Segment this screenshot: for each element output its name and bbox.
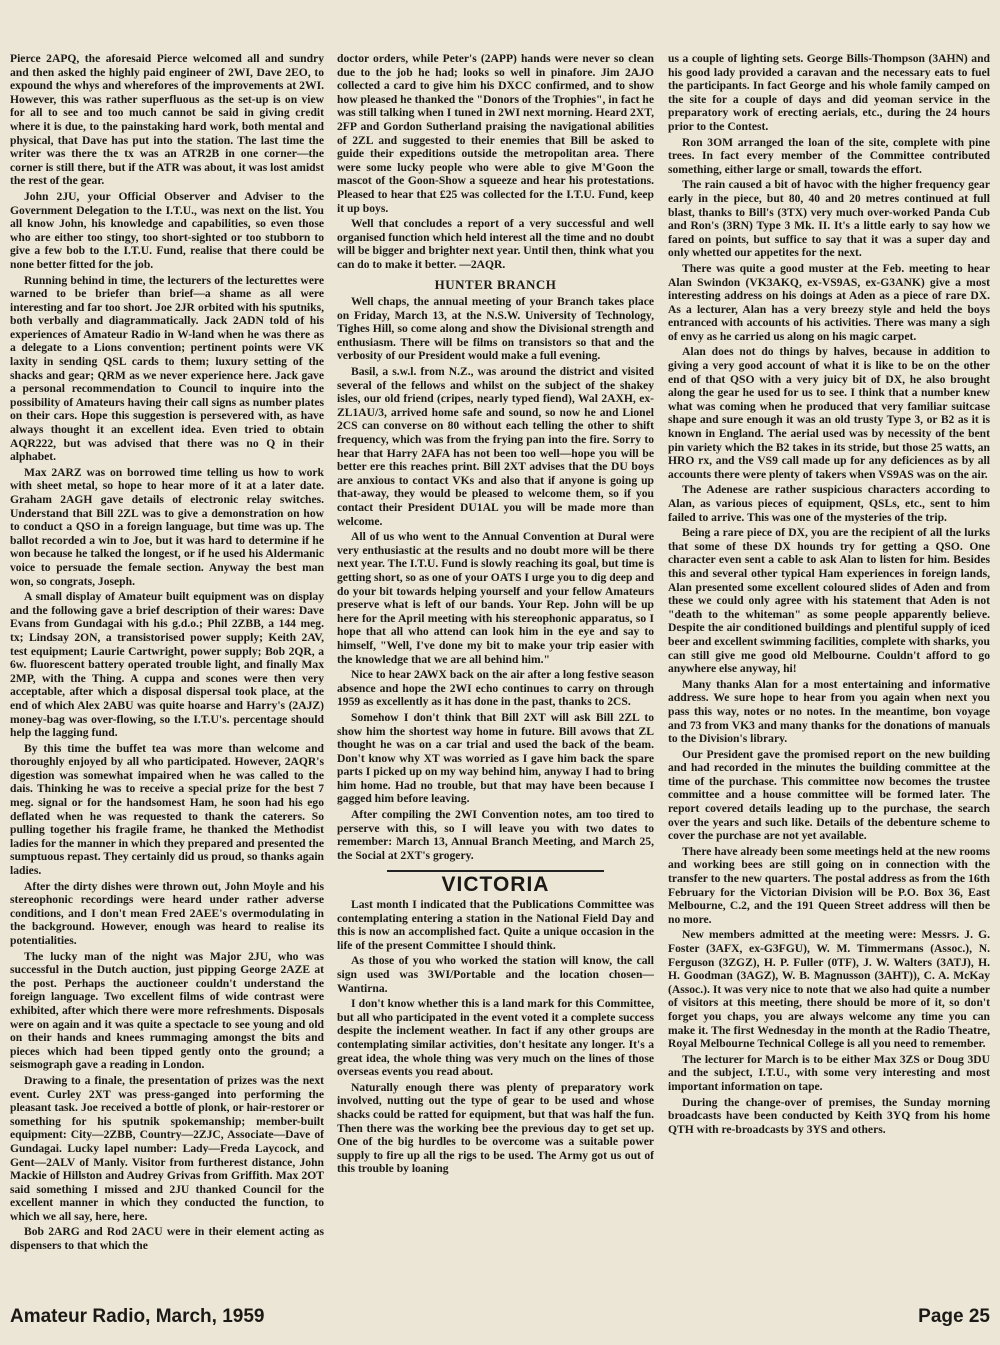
paragraph: After the dirty dishes were thrown out, John Moyle and his stereophonic recordings were heard under rather adverse conditions, and I don't mean Fred 2AEE's overmodulating in the background. However, enough was heard to realise its potentialities. [10, 879, 324, 947]
column-2 [337, 52, 654, 1302]
paragraph: After compiling the 2WI Convention notes, am too tired to perserve with this, so I will leave you with two dates to remember: March 13, Annual Branch Meeting, and March 25, the Social at 2XT's grogery. [337, 808, 654, 862]
paragraph: Basil, a s.w.l. from N.Z., was around the district and visited several of the fellows and whilst on the subject of the shakey isles, our old friend (cripes, nearly typed fiend), Wal 2AXH, ex-ZL1AU/3, arrived home safe and sound, so now he and Lionel 2CS can converse on 80 without each telling the other to shift frequency, which was from the frying pan into the fire. Sorry to hear that Harry 2AFA has not been too well—hope you will be better ere this reaches print. Bill 2XT advises that the DU boys are anxious to contact VKs and also that if anyone is going up that-away, they would be pleased to welcome them, so if you contact their President DU1AL you will be made more than welcome. [337, 365, 654, 528]
paragraph: us a couple of lighting sets. George Bills-Thompson (3AHN) and his good lady provided a caravan and the necessary eats to fuel the participants. In fact George and his whole family camped on the site for a couple of days and did yeoman service in the preparatory work of erecting aerials, etc., during the 24 hours prior to the Contest. [668, 52, 990, 133]
section-rule [387, 870, 604, 872]
footer-publication: Amateur Radio, March, 1959 [10, 1306, 265, 1327]
victoria-paragraphs [337, 898, 654, 1176]
column-3-paragraphs [668, 52, 990, 1136]
paragraph: The Adenese are rather suspicious characters according to Alan, as various pieces of equipment, QSLs, etc., sent to him failed to arrive. This was one of the mysteries of the trip. [668, 483, 990, 524]
paragraph: Bob 2ARG and Rod 2ACU were in their element acting as dispensers to that which the [10, 1225, 324, 1253]
paragraph: Being a rare piece of DX, you are the recipient of all the lurks that some of these DX hounds try for getting a QSO. One character even sent a cable to ask Alan to listen for him. Besides this and several other typical Ham experiences in foreign lands, Alan presented some excellent coloured slides of Aden and from these we could only agree with his statement that Aden is not "death to the whiteman" as some people apparently believe. Despite the air conditioned buildings and plentiful supply of iced beer and excellent swimming facilities, complete with sharks, you can still give me good old Melbourne. Couldn't afford to go anywhere else anyway, hi! [668, 526, 990, 676]
victoria-heading: VICTORIA [441, 873, 550, 897]
paragraph: Many thanks Alan for a most entertaining and informative address. We sure hope to hear from you again when next you pass this way, notes or no notes. In the meantime, bon voyage and 73 from VK3 and many thanks for the donations of manuals to the Division's library. [668, 677, 990, 746]
paragraph: Ron 3OM arranged the loan of the site, complete with pine trees. In fact every member of the Committee contributed something, either large or small, towards the effort. [668, 135, 990, 176]
page-footer [10, 1306, 990, 1334]
column-2-top-paragraphs [337, 52, 654, 272]
paragraph: Somehow I don't think that Bill 2XT will ask Bill 2ZL to show him the shortest way home in future. Bill avows that ZL thought he was on a car trial and used the back of the beam. Don't know why XT was worried as I gave him back the spare parts I picked up on my way behind him, anyway I had to bring him home. Had no trouble, but that may have been because I gagged him before leaving. [337, 710, 654, 806]
paragraph: doctor orders, while Peter's (2APP) hands were never so clean due to the job he had; looks so well in pinafore. Jim 2AJO collected a card to give him his DXCC confirmed, and to show how pleased he thanked the "Donors of the Trophies", in fact he was still talking when I tuned in 2WI next morning. Heard 2XT, 2FP and Gordon Sutherland praising the navigational abilities of 2ZL and suggested to their enemies that Bill be asked to guide their expeditions outside the metropolitan area. There were some lucky people who were able to give M'Goon the mascot of the Goon-Show a squeeze and hear his protestations. Pleased to hear that £25 was collected for the I.T.U. Fund, keep it up boys. [337, 52, 654, 215]
paragraph: Alan does not do things by halves, because in addition to giving a very good account of what it is like to be on the other end of that QSO with a very juicy bit of DX, he also brought along the gear he used for us to see. I think that a number knew what was coming when he produced that very familiar suitcase shape and sure enough it was an old trusty Type 3, or B2 as it is known in England. The aerial used was by necessity of the bent pin variety which the B2 takes in its stride, but those 25 watts, an HRO rx, and the VS9 call made up for any deficiences as by all accounts there were plenty of takers when VS9AS was on the air. [668, 345, 990, 481]
paragraph: By this time the buffet tea was more than welcome and thoroughly enjoyed by all who participated. However, 2AQR's digestion was somewhat impaired when he was called to the dais. Thinking he was to receive a special prize for the best 7 meg. signal or for the handsomest Ham, he soon had his ego deflated when he was requested to thank the caterers. So pulling together his fragile frame, he thanked the Methodist ladies for the manner in which they prepared and presented the sumptuous repast. They certainly did us proud, so thanks again ladies. [10, 741, 324, 878]
column-1 [10, 52, 324, 1302]
paragraph: Well that concludes a report of a very successful and well organised function which held interest all the time and no doubt will be bigger and brighter next year. Until then, think what you can do to make it better. —2AQR. [337, 217, 654, 271]
paragraph: Well chaps, the annual meeting of your Branch takes place on Friday, March 13, at the N.S.W. University of Technology, Tighes Hill, so come along and show the Divisional strength and enthusiasm. There will be films on transistors so that and the verbosity of our President would make a full evening. [337, 295, 654, 363]
hunter-branch-paragraphs [337, 295, 654, 862]
paragraph: New members admitted at the meeting were: Messrs. J. G. Foster (3AFX, ex-G3FGU), W. M. Timmermans (Assoc.), N. Ferguson (3ZGZ), H. P. Fuller (0TF), J. W. Walters (3ATJ), H. H. Goodman (3AGZ), W. B. Magnusson (3AHT)), C. A. McKay (Assoc.). It was very nice to note that we also had quite a number of visitors at this meeting, there should be more of it, so don't forget you chaps, you are always welcome any time you can make it. The first Wednesday in the month at the Radio Theatre, Royal Melbourne Technical College is all you need to remember. [668, 928, 990, 1051]
paragraph: There was quite a good muster at the Feb. meeting to hear Alan Swindon (VK3AKQ, ex-VS9AS, ex-G3ANK) give a most interesting address on his doings at Aden as a piece of rare DX. As a lecturer, Alan has a very breezy style and held the boys entranced with accounts of his activities. There was many a sigh of envy as he carried us along on his magic carpet. [668, 261, 990, 343]
paragraph: There have already been some meetings held at the new rooms and working bees are still going on in connection with the transfer to the new quarters. The postal address as from the 16th February for the Victorian Division will be P.O. Box 36, East Melbourne, C.2, and the 191 Queen Street address will then be no more. [668, 844, 990, 926]
paragraph: A small display of Amateur built equipment was on display and the following gave a brief description of their wares: Dave Evans from Gundagai with his g.d.o.; Phil 2ZBB, a 144 meg. tx; Lindsay 2ON, a transistorised power supply; Keith 2AV, test equipment; Laurie Cartwright, power supply; Bob 2QR, a 6w. fluorescent battery operated trouble light, and finally Max 2MP, with the Thing. A cuppa and scones were then very acceptable, after which a disposal dispersal took place, at the end of which Alex 2ABU was quite hoarse and Harry's (2AJZ) money-bag was over-flowing, so the I.T.U's. percentage should help the lagging fund. [10, 590, 324, 740]
column-1-paragraphs [10, 52, 324, 1253]
paragraph: During the change-over of premises, the Sunday morning broadcasts have been conducted by Keith 3YQ from his home QTH with re-broadcasts by 3YS and others. [668, 1095, 990, 1136]
paragraph: As those of you who worked the station will know, the call sign used was 3WI/Portable and the location chosen—Wantirna. [337, 954, 654, 995]
paragraph: I don't know whether this is a land mark for this Committee, but all who participated in the event voted it a complete success despite the inclement weather. In fact if any other groups are contemplating similar activities, don't hesitate any longer. It's a great idea, the whole thing was very much on the lines of those overseas events you read about. [337, 997, 654, 1079]
paragraph: Our President gave the promised report on the new building and had recorded in the minutes the building committee at the time of the purchase. This committee now becomes the trustee committee and a house committee will be formed later. The report covered details leading up to the purchase, the search over the years and such like. Details of the debenture scheme to cover the purchase are not yet available. [668, 747, 990, 843]
paragraph: Max 2ARZ was on borrowed time telling us how to work with sheet metal, so hope to hear more of it at a later date. Graham 2AGH gave details of electronic relay switches. Understand that Bill 2ZL was to give a demonstration on how to conduct a QSO in a foreign language, but time was up. The ballot recorded a win to Joe, but it was hard to determine if he won because he talked the longest, or if he used his Aldermanic voice to persuade the female section. Anyway the best man won, so congrats, Joseph. [10, 465, 324, 588]
footer-page-number: Page 25 [918, 1306, 990, 1327]
hunter-branch-heading: HUNTER BRANCH [434, 276, 557, 292]
paragraph: Pierce 2APQ, the aforesaid Pierce welcomed all and sundry and then asked the highly paid engineer of 2WI, Dave 2EO, to expound the whys and wherefores of the improvements at 2WI. However, this was rather superfluous as the set-up is on view for all to see and too much cannot be said in giving credit where it is due, to the painstaking hard work, both mental and physical, that Dave has put into the station. The last time the writer was there the tx was an ATR2B in one corner—the corner is still there, but if the ATR was about, it was lost amidst the rest of the gear. [10, 52, 324, 188]
paragraph: John 2JU, your Official Observer and Adviser to the Government Delegation to the I.T.U., was next on the list. You all know John, his knowledge and capabilities, so even those who are either too stingy, too short-sighted or too stubborn to give a few bob to the I.T.U. Fund, realise that there could be none better fitted for the job. [10, 189, 324, 271]
paragraph: Naturally enough there was plenty of preparatory work involved, nutting out the type of gear to be used and whose shacks could be ratted for equipment, but that was half the fun. Then there was the working bee the previous day to get set up. One of the big hurdles to be overcome was a suitable power supply to fire up all the rigs to be used. The Army got us out of this trouble by loaning [337, 1080, 654, 1176]
paragraph: Drawing to a finale, the presentation of prizes was the next event. Curley 2XT was press-ganged into performing the pleasant task. Joe received a bottle of plonk, or hair-restorer or something for his sputnik spokemanship; member-built equipment: City—2ZBB, Country—2ZJC, Associate—Dave of Gundagai. Lucky lapel number: Lady—Freda Laycock, and Gent—2ALV of Manly. Visitor from furtherest distance, John Mackie of Hillston and Audrey Grivas from Griffith. Max 2OT said something I missed and 2JU thanked Council for the excellent manner in which they conducted the function, to which we all say, here, here. [10, 1073, 324, 1223]
paragraph: Running behind in time, the lecturers of the lecturettes were warned to be briefer than brief—a shame as all were interesting and far too short. Joe 2JR orbited with his sputniks, both verbally and diagrammatically. Jack 2ADN told of his experiences of Amateur Radio in W-land when he was there as a delegate to a Lions convention; pertinent points were VK laxity in sending QSL cards to them; luxury setting of the shacks and gear; QRM as we never experience here. Jack gave a personal recommendation to Council to inquire into the possibility of Amateurs having their call signs as number plates on their cars. Hope this suggestion is persevered with, as have always thought it an excellent idea. Even tried to obtain AQR222, but was advised that there was no Q in their alphabet. [10, 273, 324, 464]
paragraph: Nice to hear 2AWX back on the air after a long festive season absence and hope the 2WI echo continues to carry on through 1959 as excellently as it has done in the past, thanks to 2CS. [337, 668, 654, 709]
paragraph: The rain caused a bit of havoc with the higher frequency gear early in the piece, but 80, 40 and 20 metres continued at full blast, thanks to Bill's (3TX) very much over-worked Panda Cub and Ron's (3RN) Type 3 Mk. II. It's a little early to say how we fared on points, but suffice to say that it was a super day and only whetted our appetites for the next. [668, 178, 990, 260]
paragraph: Last month I indicated that the Publications Committee was contemplating entering a station in the National Field Day and this is now an accomplished fact. Quite a unique occasion in the life of the present Committee I should think. [337, 898, 654, 952]
paragraph: The lecturer for March is to be either Max 3ZS or Doug 3DU and the subject, I.T.U., with some very interesting and most important information on tape. [668, 1052, 990, 1093]
paragraph: All of us who went to the Annual Convention at Dural were very enthusiastic at the results and no doubt more will be there next year. The I.T.U. Fund is slowly reaching its goal, but time is getting short, so as one of your OATS I urge you to dig deep and do your bit towards helping yourself and your fellow Amateurs preserve what is left of our bands. Your Rep. John will be up here for the April meeting with his stereophonic apparatus, so I hope that all who attend can look him in the eye and say to himself, "Well, I've done my bit to make your trip easier with the knowledge that we are all behind him." [337, 530, 654, 666]
paragraph: The lucky man of the night was Major 2JU, who was successful in the Dutch auction, just pipping George 2AZE at the post. Perhaps the auctioneer couldn't understand the foreign language. Two excellent films of wide contrast were exhibited, after which there were more refreshments. Disposals were on again and it was quite a spectacle to see young and old on their hands and knees rummaging amongst the bits and pieces which had been tipped gently onto the ground; a seismograph gave a reading in London. [10, 949, 324, 1072]
column-3 [668, 52, 990, 1302]
